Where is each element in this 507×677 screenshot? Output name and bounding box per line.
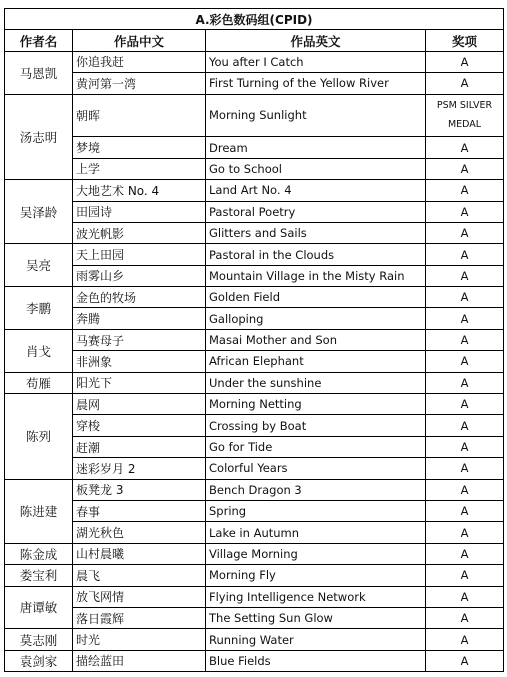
author-name: 李鹏 bbox=[5, 287, 73, 330]
author-name: 陈金成 bbox=[5, 543, 73, 564]
work-title-en: Village Morning bbox=[206, 543, 426, 564]
work-title-cn: 雨雾山乡 bbox=[73, 265, 206, 286]
award-value: A bbox=[426, 436, 504, 457]
work-title-cn: 黄河第一湾 bbox=[73, 73, 206, 94]
table-row bbox=[5, 265, 504, 286]
work-title-cn: 天上田园 bbox=[73, 244, 206, 265]
author-name: 莫志刚 bbox=[5, 629, 73, 650]
work-title-en: Running Water bbox=[206, 629, 426, 650]
header-author: 作者名 bbox=[5, 30, 73, 51]
award-value: A bbox=[426, 351, 504, 372]
table-row bbox=[5, 436, 504, 457]
author-name: 吴亮 bbox=[5, 244, 73, 287]
work-title-en: Mountain Village in the Misty Rain bbox=[206, 265, 426, 286]
work-title-en: Masai Mother and Son bbox=[206, 329, 426, 350]
work-title-en: Golden Field bbox=[206, 287, 426, 308]
table-row bbox=[5, 158, 504, 179]
award-value: A bbox=[426, 329, 504, 350]
work-title-cn: 阳光下 bbox=[73, 372, 206, 393]
table-row bbox=[5, 308, 504, 329]
work-title-en: Spring bbox=[206, 501, 426, 522]
work-title-en: The Setting Sun Glow bbox=[206, 607, 426, 628]
work-title-cn: 穿梭 bbox=[73, 415, 206, 436]
table-row bbox=[5, 180, 504, 201]
table-row bbox=[5, 629, 504, 650]
work-title-en: Bench Dragon 3 bbox=[206, 479, 426, 500]
work-title-en: Dream bbox=[206, 137, 426, 158]
award-value: A bbox=[426, 244, 504, 265]
work-title-cn: 迷彩岁月 2 bbox=[73, 458, 206, 479]
work-title-en: Go to School bbox=[206, 158, 426, 179]
award-value: A bbox=[426, 287, 504, 308]
work-title-cn: 马赛母子 bbox=[73, 329, 206, 350]
table-row bbox=[5, 394, 504, 415]
awards-table bbox=[4, 8, 504, 672]
work-title-en: Morning Netting bbox=[206, 394, 426, 415]
work-title-en: Under the sunshine bbox=[206, 372, 426, 393]
table-row bbox=[5, 287, 504, 308]
author-name: 吴泽龄 bbox=[5, 180, 73, 244]
header-row bbox=[5, 30, 504, 51]
table-row bbox=[5, 543, 504, 564]
table-row bbox=[5, 222, 504, 243]
table-title-row bbox=[5, 9, 504, 30]
work-title-cn: 梦境 bbox=[73, 137, 206, 158]
work-title-en: Morning Fly bbox=[206, 565, 426, 586]
table-row bbox=[5, 522, 504, 543]
table-row bbox=[5, 650, 504, 671]
award-value: A bbox=[426, 543, 504, 564]
work-title-cn: 波光帆影 bbox=[73, 222, 206, 243]
work-title-cn: 田园诗 bbox=[73, 201, 206, 222]
work-title-cn: 湖光秋色 bbox=[73, 522, 206, 543]
header-award: 奖项 bbox=[426, 30, 504, 51]
work-title-cn: 赶潮 bbox=[73, 436, 206, 457]
work-title-en: Crossing by Boat bbox=[206, 415, 426, 436]
header-work-cn: 作品中文 bbox=[73, 30, 206, 51]
award-value: A bbox=[426, 158, 504, 179]
award-value: A bbox=[426, 501, 504, 522]
work-title-en: You after I Catch bbox=[206, 51, 426, 72]
work-title-en: Go for Tide bbox=[206, 436, 426, 457]
author-name: 陈列 bbox=[5, 394, 73, 480]
author-name: 肖戈 bbox=[5, 329, 73, 372]
work-title-cn: 奔腾 bbox=[73, 308, 206, 329]
work-title-cn: 非洲象 bbox=[73, 351, 206, 372]
award-value: A bbox=[426, 586, 504, 607]
table-row bbox=[5, 372, 504, 393]
award-value: A bbox=[426, 222, 504, 243]
table-body bbox=[5, 51, 504, 671]
author-name: 娄宝利 bbox=[5, 565, 73, 586]
award-value: A bbox=[426, 137, 504, 158]
work-title-en: First Turning of the Yellow River bbox=[206, 73, 426, 94]
award-value: A bbox=[426, 522, 504, 543]
work-title-en: Galloping bbox=[206, 308, 426, 329]
work-title-en: Pastoral Poetry bbox=[206, 201, 426, 222]
table-row bbox=[5, 607, 504, 628]
table-title: A.彩色数码组(CPID) bbox=[5, 9, 504, 30]
table-row bbox=[5, 351, 504, 372]
table-row bbox=[5, 244, 504, 265]
work-title-cn: 山村晨曦 bbox=[73, 543, 206, 564]
work-title-cn: 时光 bbox=[73, 629, 206, 650]
award-value: A bbox=[426, 629, 504, 650]
author-name: 陈进建 bbox=[5, 479, 73, 543]
work-title-cn: 板凳龙 3 bbox=[73, 479, 206, 500]
header-work-en: 作品英文 bbox=[206, 30, 426, 51]
work-title-cn: 金色的牧场 bbox=[73, 287, 206, 308]
work-title-cn: 你追我赶 bbox=[73, 51, 206, 72]
table-row bbox=[5, 479, 504, 500]
work-title-en: Glitters and Sails bbox=[206, 222, 426, 243]
award-value: A bbox=[426, 394, 504, 415]
work-title-en: Pastoral in the Clouds bbox=[206, 244, 426, 265]
award-value: A bbox=[426, 607, 504, 628]
table-row bbox=[5, 501, 504, 522]
award-value: A bbox=[426, 565, 504, 586]
work-title-en: Land Art No. 4 bbox=[206, 180, 426, 201]
work-title-en: Morning Sunlight bbox=[206, 94, 426, 137]
award-value: A bbox=[426, 51, 504, 72]
work-title-cn: 上学 bbox=[73, 158, 206, 179]
award-value: A bbox=[426, 308, 504, 329]
work-title-en: Colorful Years bbox=[206, 458, 426, 479]
table-row bbox=[5, 201, 504, 222]
work-title-cn: 大地艺术 No. 4 bbox=[73, 180, 206, 201]
table-row bbox=[5, 458, 504, 479]
work-title-cn: 朝晖 bbox=[73, 94, 206, 137]
work-title-cn: 晨飞 bbox=[73, 565, 206, 586]
table-row bbox=[5, 565, 504, 586]
table-row bbox=[5, 415, 504, 436]
author-name: 苟雁 bbox=[5, 372, 73, 393]
work-title-cn: 描绘蓝田 bbox=[73, 650, 206, 671]
table-row bbox=[5, 137, 504, 158]
award-value: PSM SILVER MEDAL bbox=[426, 94, 504, 137]
author-name: 袁剑家 bbox=[5, 650, 73, 671]
award-value: A bbox=[426, 372, 504, 393]
work-title-cn: 晨网 bbox=[73, 394, 206, 415]
award-value: A bbox=[426, 479, 504, 500]
award-value: A bbox=[426, 180, 504, 201]
table-row bbox=[5, 94, 504, 137]
award-value: A bbox=[426, 458, 504, 479]
work-title-cn: 放飞网情 bbox=[73, 586, 206, 607]
table-row bbox=[5, 51, 504, 72]
author-name: 唐谭敏 bbox=[5, 586, 73, 629]
table-row bbox=[5, 73, 504, 94]
work-title-en: Lake in Autumn bbox=[206, 522, 426, 543]
award-value: A bbox=[426, 201, 504, 222]
work-title-en: Blue Fields bbox=[206, 650, 426, 671]
work-title-en: African Elephant bbox=[206, 351, 426, 372]
award-value: A bbox=[426, 265, 504, 286]
work-title-en: Flying Intelligence Network bbox=[206, 586, 426, 607]
award-value: A bbox=[426, 415, 504, 436]
author-name: 马恩凯 bbox=[5, 51, 73, 94]
author-name: 汤志明 bbox=[5, 94, 73, 180]
award-value: A bbox=[426, 650, 504, 671]
award-value: A bbox=[426, 73, 504, 94]
table-row bbox=[5, 586, 504, 607]
work-title-cn: 春事 bbox=[73, 501, 206, 522]
work-title-cn: 落日霞辉 bbox=[73, 607, 206, 628]
table-row bbox=[5, 329, 504, 350]
